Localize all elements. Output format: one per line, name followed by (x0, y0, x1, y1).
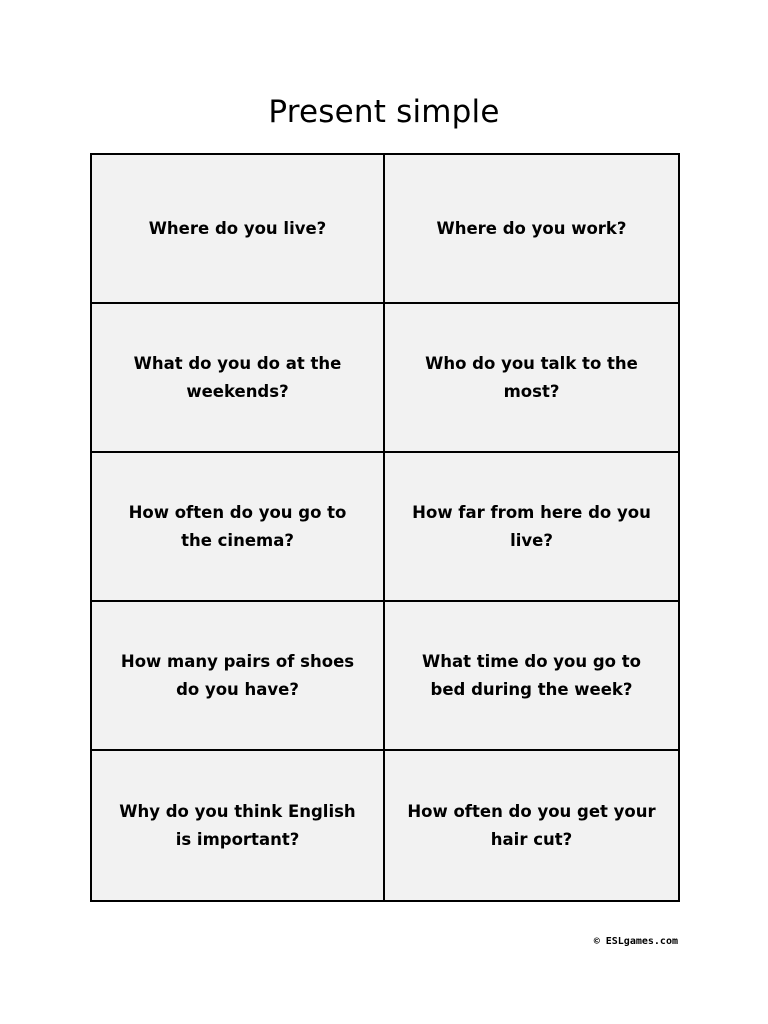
copyright-notice: © ESLgames.com (593, 936, 678, 947)
question-card (385, 751, 678, 900)
question-text: What do you do at the weekends? (133, 353, 342, 401)
question-card (385, 602, 678, 751)
question-card (92, 602, 385, 751)
question-text: What time do you go to bed during the week? (422, 651, 641, 699)
question-text: Where do you live? (148, 218, 327, 238)
question-text: Who do you talk to the most? (425, 353, 638, 401)
question-card (92, 155, 385, 304)
question-text: Where do you work? (436, 218, 627, 238)
question-text: How many pairs of shoes do you have? (120, 651, 355, 699)
question-card-grid (90, 153, 680, 902)
question-text: How often do you go to the cinema? (128, 502, 347, 550)
question-text: Why do you think English is important? (119, 801, 356, 849)
page-title: Present simple (268, 94, 500, 130)
question-card (385, 304, 678, 453)
question-text: How far from here do you live? (412, 502, 651, 550)
question-card (92, 453, 385, 602)
question-text: How often do you get your hair cut? (407, 801, 656, 849)
question-card (92, 751, 385, 900)
question-card (385, 155, 678, 304)
question-card (385, 453, 678, 602)
question-card (92, 304, 385, 453)
